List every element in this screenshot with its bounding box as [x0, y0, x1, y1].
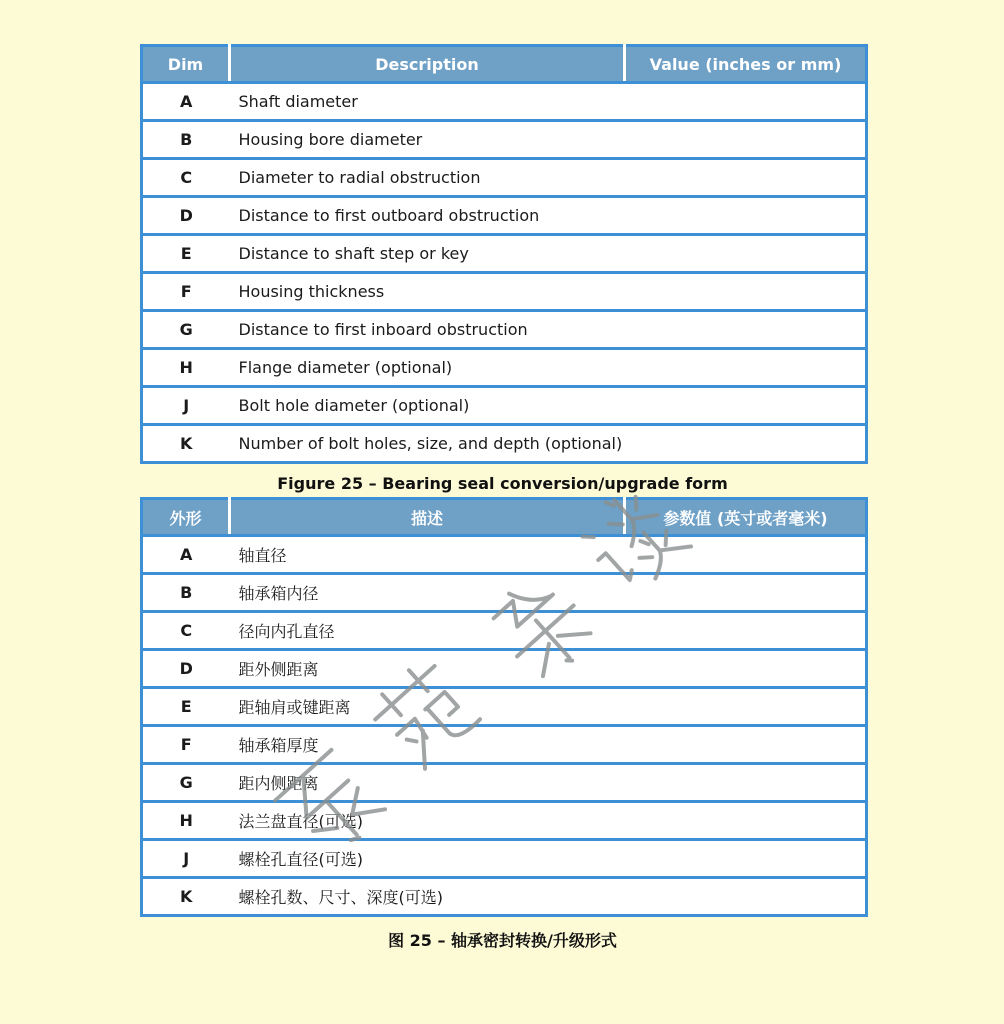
table-row	[142, 83, 867, 121]
value-cell[interactable]	[625, 878, 867, 916]
figure-caption-chinese: 图 25 – 轴承密封转换/升级形式	[388, 931, 617, 950]
description-cell: 轴直径	[238, 546, 287, 565]
dim-cell: K	[142, 425, 230, 463]
value-cell[interactable]	[625, 802, 867, 840]
table-row	[142, 311, 867, 349]
header-value: Value (inches or mm)	[625, 46, 867, 83]
figure-caption-english: Figure 25 – Bearing seal conversion/upgrade form	[277, 474, 728, 493]
table-row	[142, 121, 867, 159]
value-cell[interactable]	[625, 349, 867, 387]
value-cell[interactable]	[625, 612, 867, 650]
table-row	[142, 726, 867, 764]
value-cell[interactable]	[625, 536, 867, 574]
header-value: 参数值 (英寸或者毫米)	[625, 499, 867, 536]
value-cell[interactable]	[625, 159, 867, 197]
description-cell: Shaft diameter	[238, 92, 358, 111]
description-cell: Distance to first outboard obstruction	[230, 197, 625, 235]
table-row	[142, 688, 867, 726]
dim-cell: G	[142, 311, 230, 349]
header-description: 描述	[230, 499, 625, 536]
seal-form-table-chinese	[140, 497, 868, 917]
dim-cell: B	[142, 574, 230, 612]
value-cell[interactable]	[625, 197, 867, 235]
description-cell: Housing bore diameter	[230, 121, 625, 159]
dim-cell: D	[142, 197, 230, 235]
header-description: Description	[230, 46, 625, 83]
header-dim: Dim	[142, 46, 230, 83]
description-cell: Diameter to radial obstruction	[230, 159, 625, 197]
dim-cell: H	[142, 802, 230, 840]
description-cell: 距内侧距离	[230, 764, 625, 802]
dim-cell: G	[142, 764, 230, 802]
table-row	[142, 764, 867, 802]
table-row	[142, 235, 867, 273]
value-cell[interactable]	[625, 425, 867, 463]
value-cell[interactable]	[625, 121, 867, 159]
table-row	[142, 273, 867, 311]
dim-cell: F	[142, 273, 230, 311]
value-cell[interactable]	[625, 83, 867, 121]
dim-cell: B	[142, 121, 230, 159]
dim-cell: A	[180, 545, 193, 564]
dim-cell: H	[142, 349, 230, 387]
table-row	[142, 159, 867, 197]
description-cell: Distance to shaft step or key	[230, 235, 625, 273]
table-header-row	[142, 499, 867, 536]
dim-cell: J	[142, 840, 230, 878]
dim-cell: E	[142, 235, 230, 273]
table-row	[142, 802, 867, 840]
dim-cell: A	[180, 92, 193, 111]
dim-cell: D	[142, 650, 230, 688]
value-cell[interactable]	[625, 726, 867, 764]
value-cell[interactable]	[625, 650, 867, 688]
value-cell[interactable]	[625, 764, 867, 802]
table-row	[142, 574, 867, 612]
description-cell: 法兰盘直径(可选)	[230, 802, 625, 840]
table-header-row	[142, 46, 867, 83]
value-cell[interactable]	[625, 574, 867, 612]
value-cell[interactable]	[625, 311, 867, 349]
value-cell[interactable]	[625, 387, 867, 425]
table-row	[142, 840, 867, 878]
table-row	[142, 612, 867, 650]
dim-cell: E	[142, 688, 230, 726]
table-row	[142, 387, 867, 425]
description-cell: 轴承箱内径	[230, 574, 625, 612]
value-cell[interactable]	[625, 840, 867, 878]
description-cell: 径向内孔直径	[230, 612, 625, 650]
description-cell: Number of bolt holes, size, and depth (optional)	[230, 425, 625, 463]
description-cell: 距轴肩或键距离	[230, 688, 625, 726]
dim-cell: K	[142, 878, 230, 916]
table-row	[142, 536, 867, 574]
value-cell[interactable]	[625, 273, 867, 311]
description-cell: Distance to first inboard obstruction	[230, 311, 625, 349]
table-row	[142, 650, 867, 688]
dim-cell: F	[142, 726, 230, 764]
seal-form-table-english	[140, 44, 868, 464]
description-cell: Bolt hole diameter (optional)	[230, 387, 625, 425]
table-row	[142, 349, 867, 387]
description-cell: Housing thickness	[230, 273, 625, 311]
header-dim: 外形	[142, 499, 230, 536]
dim-cell: C	[142, 612, 230, 650]
description-cell: 螺栓孔数、尺寸、深度(可选)	[230, 878, 625, 916]
table-row	[142, 425, 867, 463]
description-cell: 距外侧距离	[230, 650, 625, 688]
value-cell[interactable]	[625, 688, 867, 726]
dim-cell: C	[142, 159, 230, 197]
value-cell[interactable]	[625, 235, 867, 273]
table-row	[142, 878, 867, 916]
dim-cell: J	[142, 387, 230, 425]
description-cell: 轴承箱厚度	[230, 726, 625, 764]
description-cell: Flange diameter (optional)	[230, 349, 625, 387]
table-row	[142, 197, 867, 235]
description-cell: 螺栓孔直径(可选)	[230, 840, 625, 878]
